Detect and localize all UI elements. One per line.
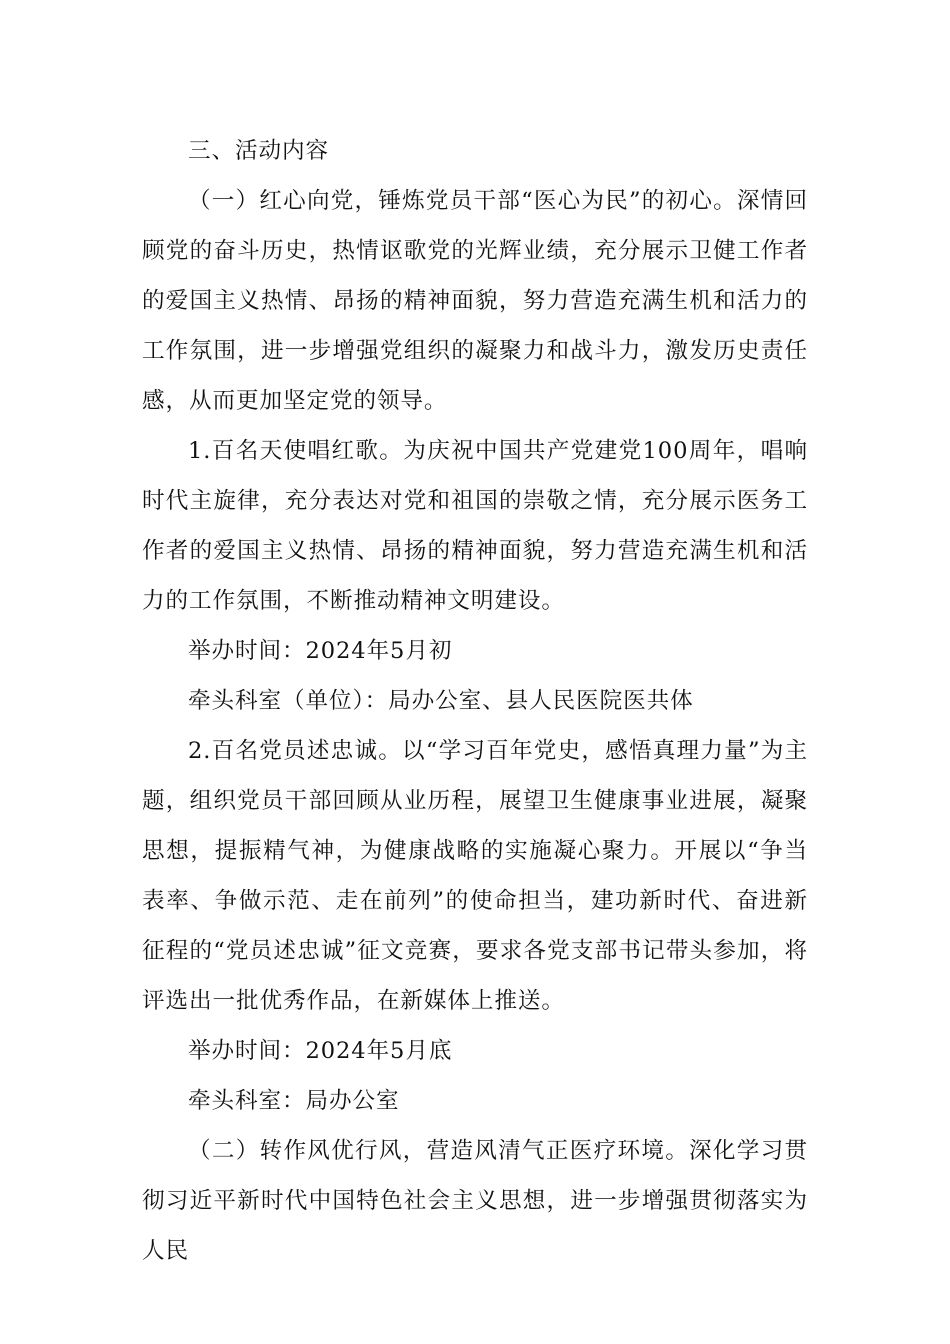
paragraph-red-heart-to-party: （一）红心向党，锤炼党员干部“医心为民”的初心。深情回顾党的奋斗历史，热情讴歌党的光辉业绩，充分展示卫健工作者的爱国主义热情、昂扬的精神面貌，努力营造充满生机和活力的工作氛围，进一步增强党组织的凝聚力和战斗力，激发历史责任感，从而更加坚定党的领导。: [142, 188, 808, 414]
paragraph-lead-department-2: 牵头科室：局办公室: [188, 1088, 400, 1114]
section-heading-activity-content: 三、活动内容: [188, 138, 329, 164]
paragraph-lead-department-1: 牵头科室（单位）：局办公室、县人民医院医共体: [188, 688, 694, 714]
paragraph-event-time-2: 举办时间：2024年5月底: [188, 1038, 453, 1064]
paragraph-party-members-loyalty: 2.百名党员述忠诚。以“学习百年党史，感悟真理力量”为主题，组织党员干部回顾从业历程，展望卫生健康事业进展，凝聚思想，提振精气神，为健康战略的实施凝心聚力。开展以“争当表率、争做示范、走在前列”的使命担当，建功新时代、奋进新征程的“党员述忠诚”征文竞赛，要求各党支部书记带头参加，将评选出一批优秀作品，在新媒体上推送。: [142, 738, 808, 1014]
document-body: [142, 126, 808, 1276]
paragraph-angels-sing-red-songs: 1.百名天使唱红歌。为庆祝中国共产党建党100周年，唱响时代主旋律，充分表达对党和祖国的崇敬之情，充分展示医务工作者的爱国主义热情、昂扬的精神面貌，努力营造充满生机和活力的工作氛围，不断推动精神文明建设。: [142, 438, 808, 614]
paragraph-improve-work-style: （二）转作风优行风，营造风清气正医疗环境。深化学习贯彻习近平新时代中国特色社会主义思想，进一步增强贯彻落实为人民: [142, 1138, 808, 1264]
paragraph-event-time-1: 举办时间：2024年5月初: [188, 638, 453, 664]
